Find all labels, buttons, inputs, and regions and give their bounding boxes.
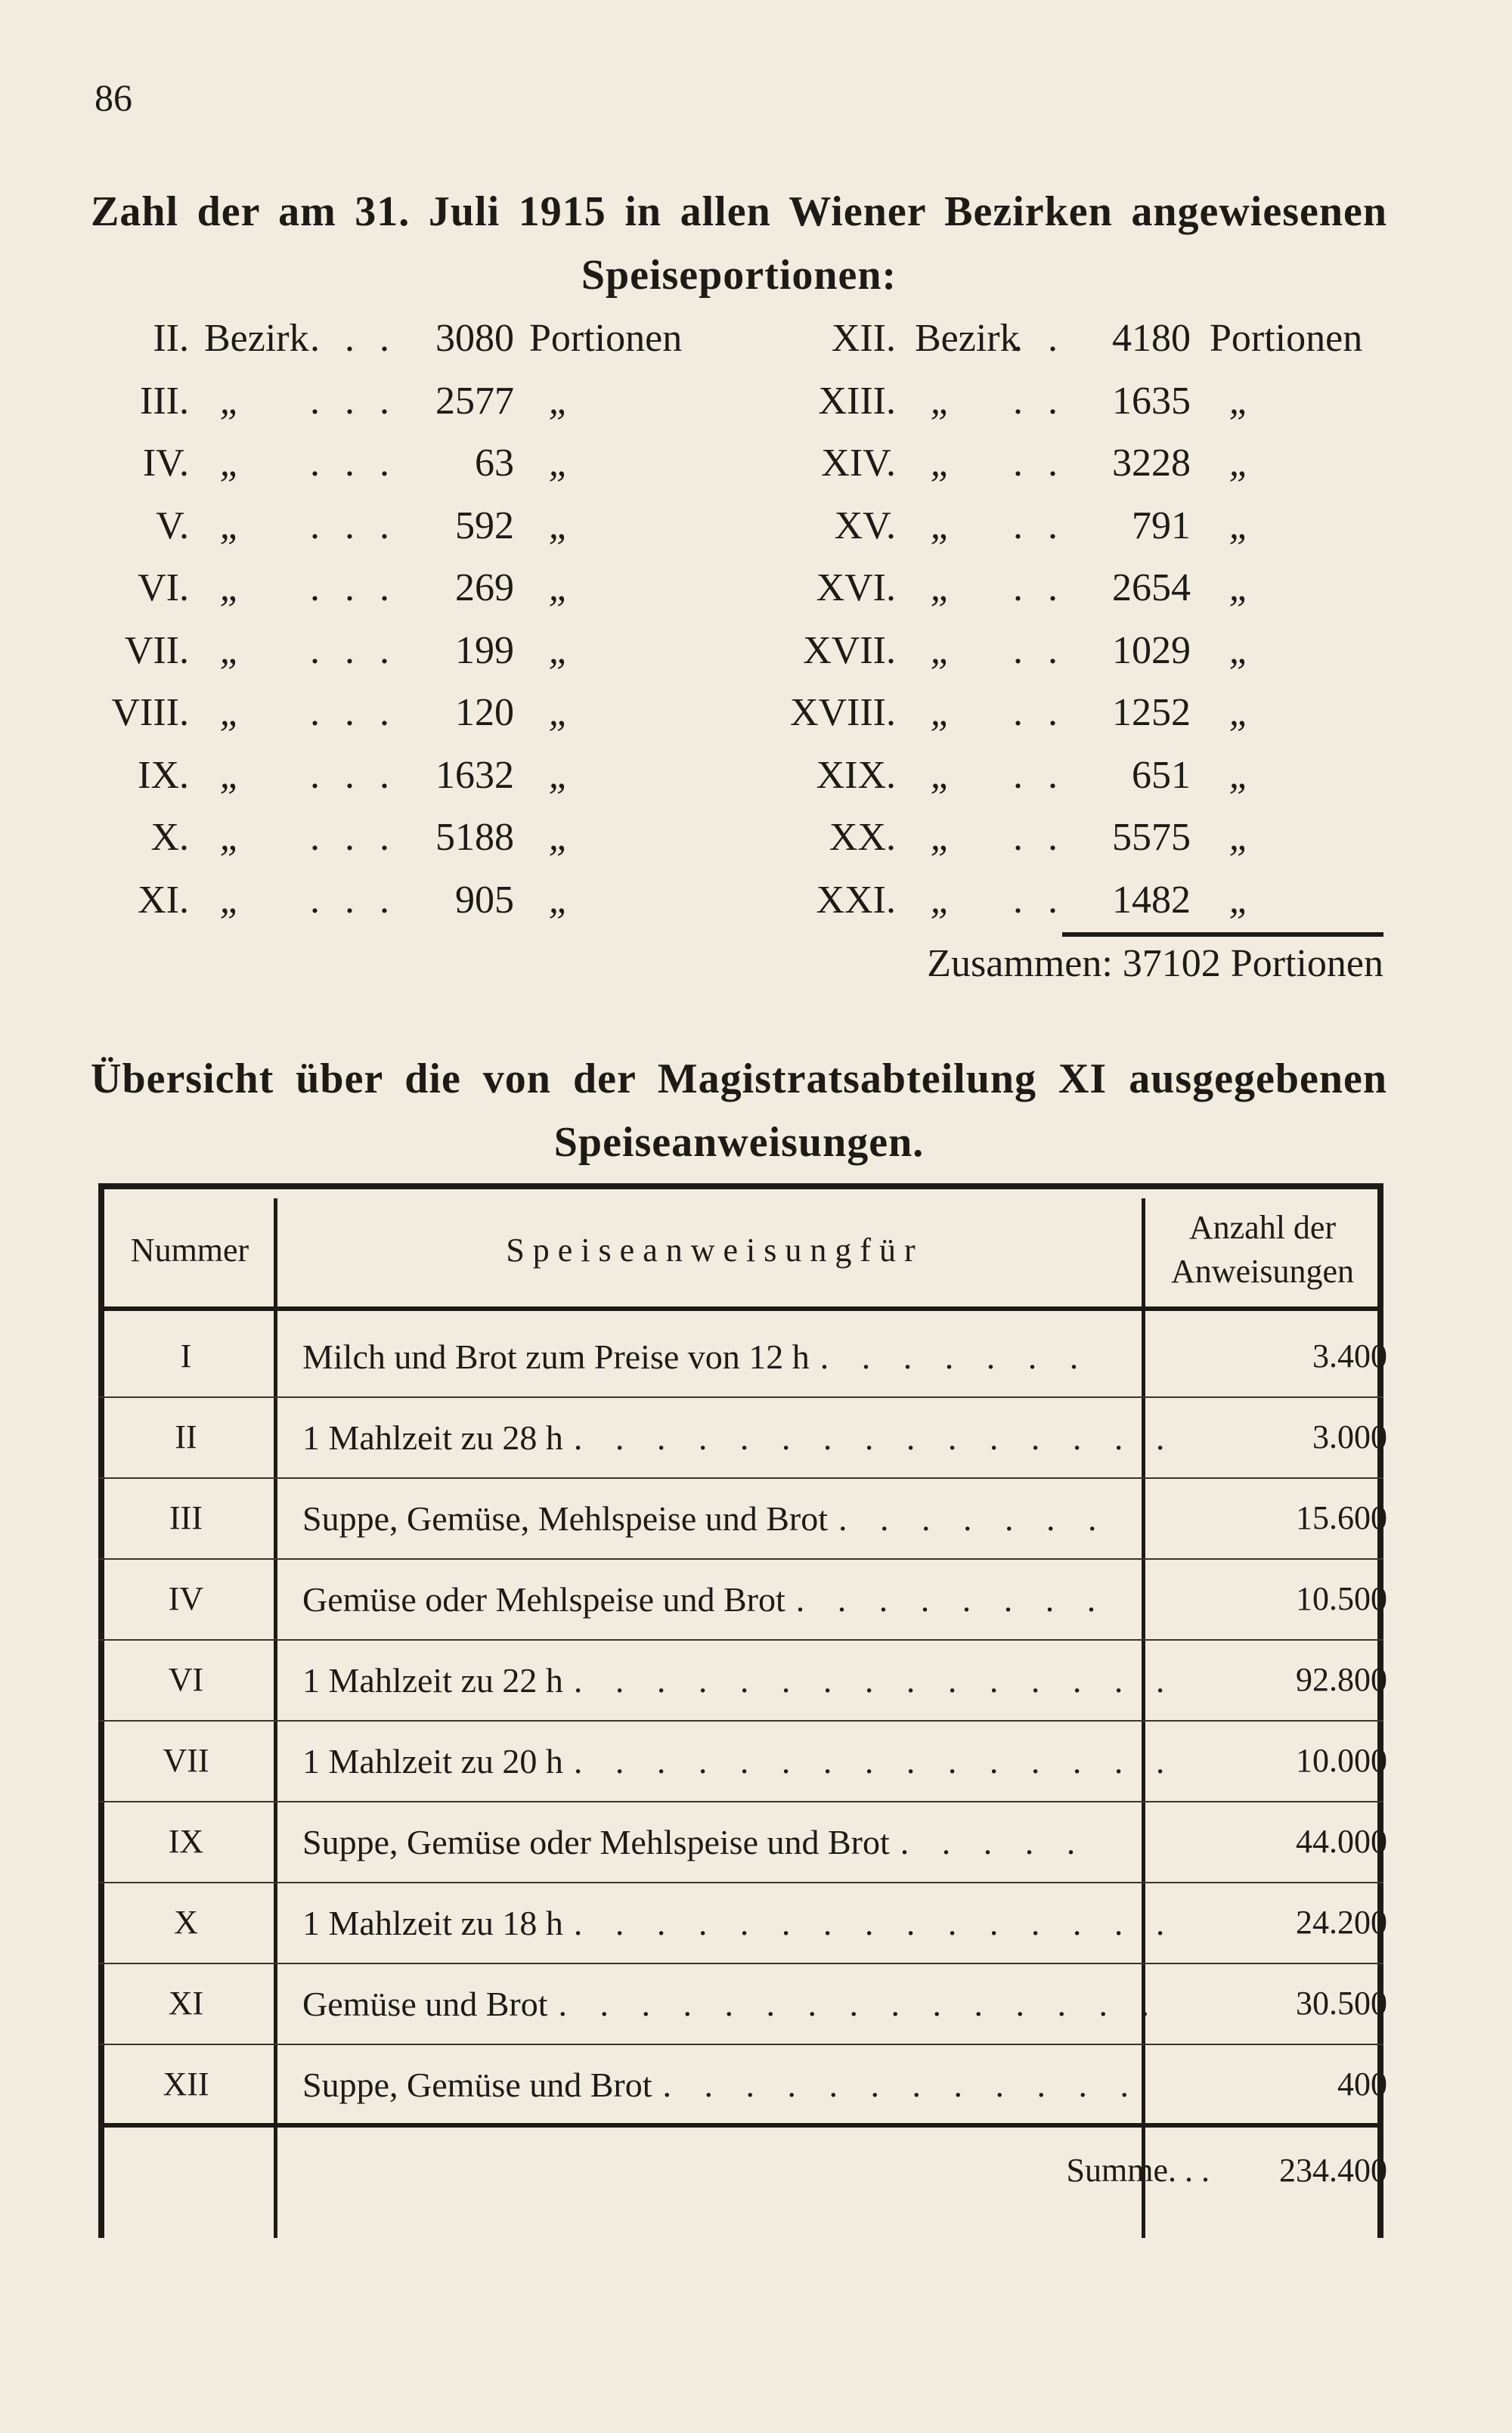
header-count-line-2: Anweisungen xyxy=(1171,1253,1354,1290)
header-number: Nummer xyxy=(130,1232,249,1269)
row-number: XII xyxy=(163,2066,209,2103)
sum-label: Summe. . . xyxy=(1066,2152,1210,2189)
dot-leaders: . . xyxy=(1013,566,1065,609)
district-portions: 2654 xyxy=(1112,566,1191,609)
table-row xyxy=(98,1396,1387,1477)
district-label: „ xyxy=(219,504,242,547)
row-description xyxy=(302,1579,1247,1619)
district-portions: 3228 xyxy=(1112,442,1191,485)
district-roman: II. xyxy=(153,317,189,360)
table-top-rule xyxy=(98,1183,1383,1189)
dot-leaders: . . xyxy=(1013,691,1065,734)
district-label: „ xyxy=(219,753,242,797)
district-portions: 791 xyxy=(1132,504,1191,547)
district-unit: Portionen xyxy=(1210,317,1363,360)
heading-line-1: Übersicht über die von der Magistratsabteilung XI ausgegebenen xyxy=(91,1055,1387,1102)
district-portions-heading xyxy=(91,180,1387,307)
district-label: „ xyxy=(219,628,242,672)
district-roman: XVI. xyxy=(816,566,896,609)
dot-leaders: . . xyxy=(1013,878,1065,922)
sum-rule xyxy=(98,2123,1383,2128)
district-label: Bezirk xyxy=(204,317,309,360)
district-label: „ xyxy=(930,504,953,547)
dot-leaders: . . . . . . . . . . . . xyxy=(662,2066,1142,2104)
district-portions: 3080 xyxy=(435,317,514,360)
row-description-text: Suppe, Gemüse, Mehlspeise und Brot xyxy=(302,1499,829,1538)
district-unit: „ xyxy=(548,753,571,797)
dot-leaders: . . . xyxy=(310,753,397,797)
district-portions: 120 xyxy=(455,691,514,734)
district-portions: 905 xyxy=(455,878,514,922)
district-unit: „ xyxy=(1228,878,1251,922)
row-number: VI xyxy=(168,1661,204,1698)
dot-leaders: . . xyxy=(1013,628,1065,672)
district-label: „ xyxy=(219,379,242,423)
district-roman: XII. xyxy=(831,317,896,360)
sum-value: 234.400 xyxy=(1279,2152,1387,2189)
district-unit: Portionen xyxy=(529,317,683,360)
row-description-text: Milch und Brot zum Preise von 12 h xyxy=(302,1337,810,1376)
table-row xyxy=(98,1882,1387,1963)
district-roman: XX. xyxy=(829,816,896,859)
table-row xyxy=(98,1558,1387,1639)
row-number: X xyxy=(174,1904,198,1941)
district-label: „ xyxy=(219,566,242,609)
row-count: 400 xyxy=(1337,2066,1387,2103)
district-label: „ xyxy=(930,816,953,859)
district-roman: XXI. xyxy=(816,878,896,922)
header-count xyxy=(1145,1206,1380,1294)
dot-leaders: . . . . . . . . . . . . . . . xyxy=(558,1985,1162,2023)
row-count: 10.500 xyxy=(1296,1580,1387,1617)
total-unit: Portionen xyxy=(1230,942,1383,985)
dot-leaders: . . . xyxy=(310,566,397,609)
dot-leaders: . . . . . . . . . . . . . . . xyxy=(573,1661,1177,1700)
row-count: 10.000 xyxy=(1296,1742,1387,1779)
district-unit: „ xyxy=(548,504,571,547)
dot-leaders: . . xyxy=(1013,753,1065,797)
district-unit: „ xyxy=(1228,691,1251,734)
district-portions: 1029 xyxy=(1112,628,1191,672)
district-unit: „ xyxy=(548,628,571,672)
dot-leaders: . . xyxy=(1013,504,1065,547)
row-count: 15.600 xyxy=(1296,1499,1387,1536)
dot-leaders: . . . xyxy=(310,691,397,734)
district-roman: X. xyxy=(150,816,189,859)
district-roman: XVII. xyxy=(803,628,896,672)
row-count: 30.500 xyxy=(1296,1985,1387,2022)
row-description-text: Gemüse und Brot xyxy=(302,1985,548,2023)
district-portions: 5575 xyxy=(1112,816,1191,859)
district-label: „ xyxy=(219,691,242,734)
row-description xyxy=(302,1984,1247,2024)
district-roman: VIII. xyxy=(111,691,189,734)
row-number: III xyxy=(169,1499,203,1536)
district-unit: „ xyxy=(548,691,571,734)
district-roman: XI. xyxy=(138,878,189,922)
district-label: „ xyxy=(930,628,953,672)
district-roman: XV. xyxy=(834,504,896,547)
table-row xyxy=(98,2044,1387,2125)
voucher-table xyxy=(98,1183,1387,2238)
row-description xyxy=(302,2065,1247,2105)
district-roman: XIX. xyxy=(816,753,896,797)
district-label: „ xyxy=(930,566,953,609)
district-unit: „ xyxy=(1228,566,1251,609)
row-description xyxy=(302,1337,1247,1377)
district-roman: IV. xyxy=(142,442,189,485)
row-description xyxy=(302,1822,1247,1862)
dot-leaders: . . . xyxy=(310,816,397,859)
row-number: II xyxy=(175,1418,197,1455)
dot-leaders: . . xyxy=(1013,442,1065,485)
dot-leaders: . . . xyxy=(310,442,397,485)
row-number: IV xyxy=(168,1580,204,1617)
district-unit: „ xyxy=(548,816,571,859)
district-portions: 1635 xyxy=(1112,379,1191,423)
dot-leaders: . . xyxy=(1013,317,1065,360)
row-description-text: 1 Mahlzeit zu 18 h xyxy=(302,1904,563,1942)
table-row xyxy=(98,1801,1387,1882)
district-label: „ xyxy=(930,878,953,922)
table-row xyxy=(98,1477,1387,1558)
dot-leaders: . . . . . . . . . . . . . . . xyxy=(573,1418,1177,1457)
row-description xyxy=(302,1499,1247,1539)
district-unit: „ xyxy=(548,442,571,485)
row-description-text: Gemüse oder Mehlspeise und Brot xyxy=(302,1580,785,1619)
row-description xyxy=(302,1903,1247,1943)
row-description-text: 1 Mahlzeit zu 20 h xyxy=(302,1742,563,1781)
district-unit: „ xyxy=(1228,442,1251,485)
table-row xyxy=(98,1639,1387,1720)
district-total xyxy=(756,941,1383,987)
header-count-line-1: Anzahl der xyxy=(1188,1209,1337,1246)
district-portions: 1632 xyxy=(435,753,514,797)
dot-leaders: . . . . . . . xyxy=(838,1499,1109,1538)
row-count: 24.200 xyxy=(1296,1904,1387,1941)
district-portions: 1252 xyxy=(1112,691,1191,734)
row-description-text: 1 Mahlzeit zu 22 h xyxy=(302,1661,563,1700)
row-number: IX xyxy=(168,1823,204,1860)
row-number: VII xyxy=(163,1742,209,1779)
page-number: 86 xyxy=(94,76,132,119)
district-unit: „ xyxy=(1228,379,1251,423)
district-roman: III. xyxy=(140,379,189,423)
district-label: „ xyxy=(930,379,953,423)
dot-leaders: . . . xyxy=(310,628,397,672)
row-number: XI xyxy=(168,1985,204,2022)
district-portions: 1482 xyxy=(1112,878,1191,922)
dot-leaders: . . . xyxy=(310,878,397,922)
district-portions: 63 xyxy=(475,442,514,485)
district-portions: 199 xyxy=(455,628,514,672)
district-portions: 2577 xyxy=(435,379,514,423)
dot-leaders: . . xyxy=(1013,379,1065,423)
district-roman: VI. xyxy=(138,566,189,609)
row-count: 44.000 xyxy=(1296,1823,1387,1860)
district-unit: „ xyxy=(1228,753,1251,797)
district-portions: 269 xyxy=(455,566,514,609)
row-description-text: 1 Mahlzeit zu 28 h xyxy=(302,1418,563,1457)
district-roman: V. xyxy=(156,504,189,547)
district-roman: XIII. xyxy=(818,379,896,423)
table-row xyxy=(98,1720,1387,1801)
district-unit: „ xyxy=(548,878,571,922)
district-unit: „ xyxy=(1228,628,1251,672)
district-unit: „ xyxy=(1228,504,1251,547)
heading-line-2: Speiseportionen: xyxy=(581,252,897,299)
dot-leaders: . . . xyxy=(310,379,397,423)
district-portions: 4180 xyxy=(1112,317,1191,360)
dot-leaders: . . xyxy=(1013,816,1065,859)
heading-line-2: Speiseanweisungen. xyxy=(553,1119,925,1166)
row-count: 3.000 xyxy=(1312,1418,1387,1455)
district-unit: „ xyxy=(548,379,571,423)
row-description-text: Suppe, Gemüse oder Mehlspeise und Brot xyxy=(302,1823,890,1861)
district-roman: VII. xyxy=(124,628,189,672)
dot-leaders: . . . . . . . . xyxy=(795,1580,1108,1619)
row-number: I xyxy=(180,1337,192,1375)
district-unit: „ xyxy=(548,566,571,609)
district-label: „ xyxy=(219,816,242,859)
dot-leaders: . . . . . xyxy=(900,1823,1088,1861)
district-roman: IX. xyxy=(138,753,189,797)
row-description xyxy=(302,1741,1247,1781)
dot-leaders: . . . . . . . . . . . . . . . xyxy=(573,1742,1177,1781)
district-unit: „ xyxy=(1228,816,1251,859)
row-description xyxy=(302,1418,1247,1458)
district-portions: 592 xyxy=(455,504,514,547)
district-label: Bezirk xyxy=(915,317,1020,360)
district-label: „ xyxy=(930,691,953,734)
total-label: Zusammen: xyxy=(927,942,1113,985)
district-roman: XVIII. xyxy=(789,691,896,734)
table-row xyxy=(98,1963,1387,2044)
row-count: 3.400 xyxy=(1312,1337,1387,1375)
dot-leaders: . . . . . . . xyxy=(820,1337,1091,1376)
header-description: S p e i s e a n w e i s u n g f ü r xyxy=(506,1232,916,1269)
dot-leaders: . . . . . . . . . . . . . . . xyxy=(573,1904,1177,1942)
district-label: „ xyxy=(219,442,242,485)
meal-vouchers-heading xyxy=(91,1047,1387,1174)
district-portions: 651 xyxy=(1132,753,1191,797)
district-label: „ xyxy=(930,442,953,485)
district-label: „ xyxy=(219,878,242,922)
district-portions: 5188 xyxy=(435,816,514,859)
row-description xyxy=(302,1660,1247,1700)
heading-line-1: Zahl der am 31. Juli 1915 in allen Wiener Bezirken angewiesenen xyxy=(91,188,1387,235)
total-value: 37102 xyxy=(1122,942,1221,985)
row-count: 92.800 xyxy=(1296,1661,1387,1698)
dot-leaders: . . . xyxy=(310,317,397,360)
district-roman: XIV. xyxy=(821,442,896,485)
table-row xyxy=(98,1316,1387,1396)
row-description-text: Suppe, Gemüse und Brot xyxy=(302,2066,652,2104)
total-rule xyxy=(1062,932,1383,937)
district-label: „ xyxy=(930,753,953,797)
header-rule xyxy=(98,1306,1383,1311)
dot-leaders: . . . xyxy=(310,504,397,547)
